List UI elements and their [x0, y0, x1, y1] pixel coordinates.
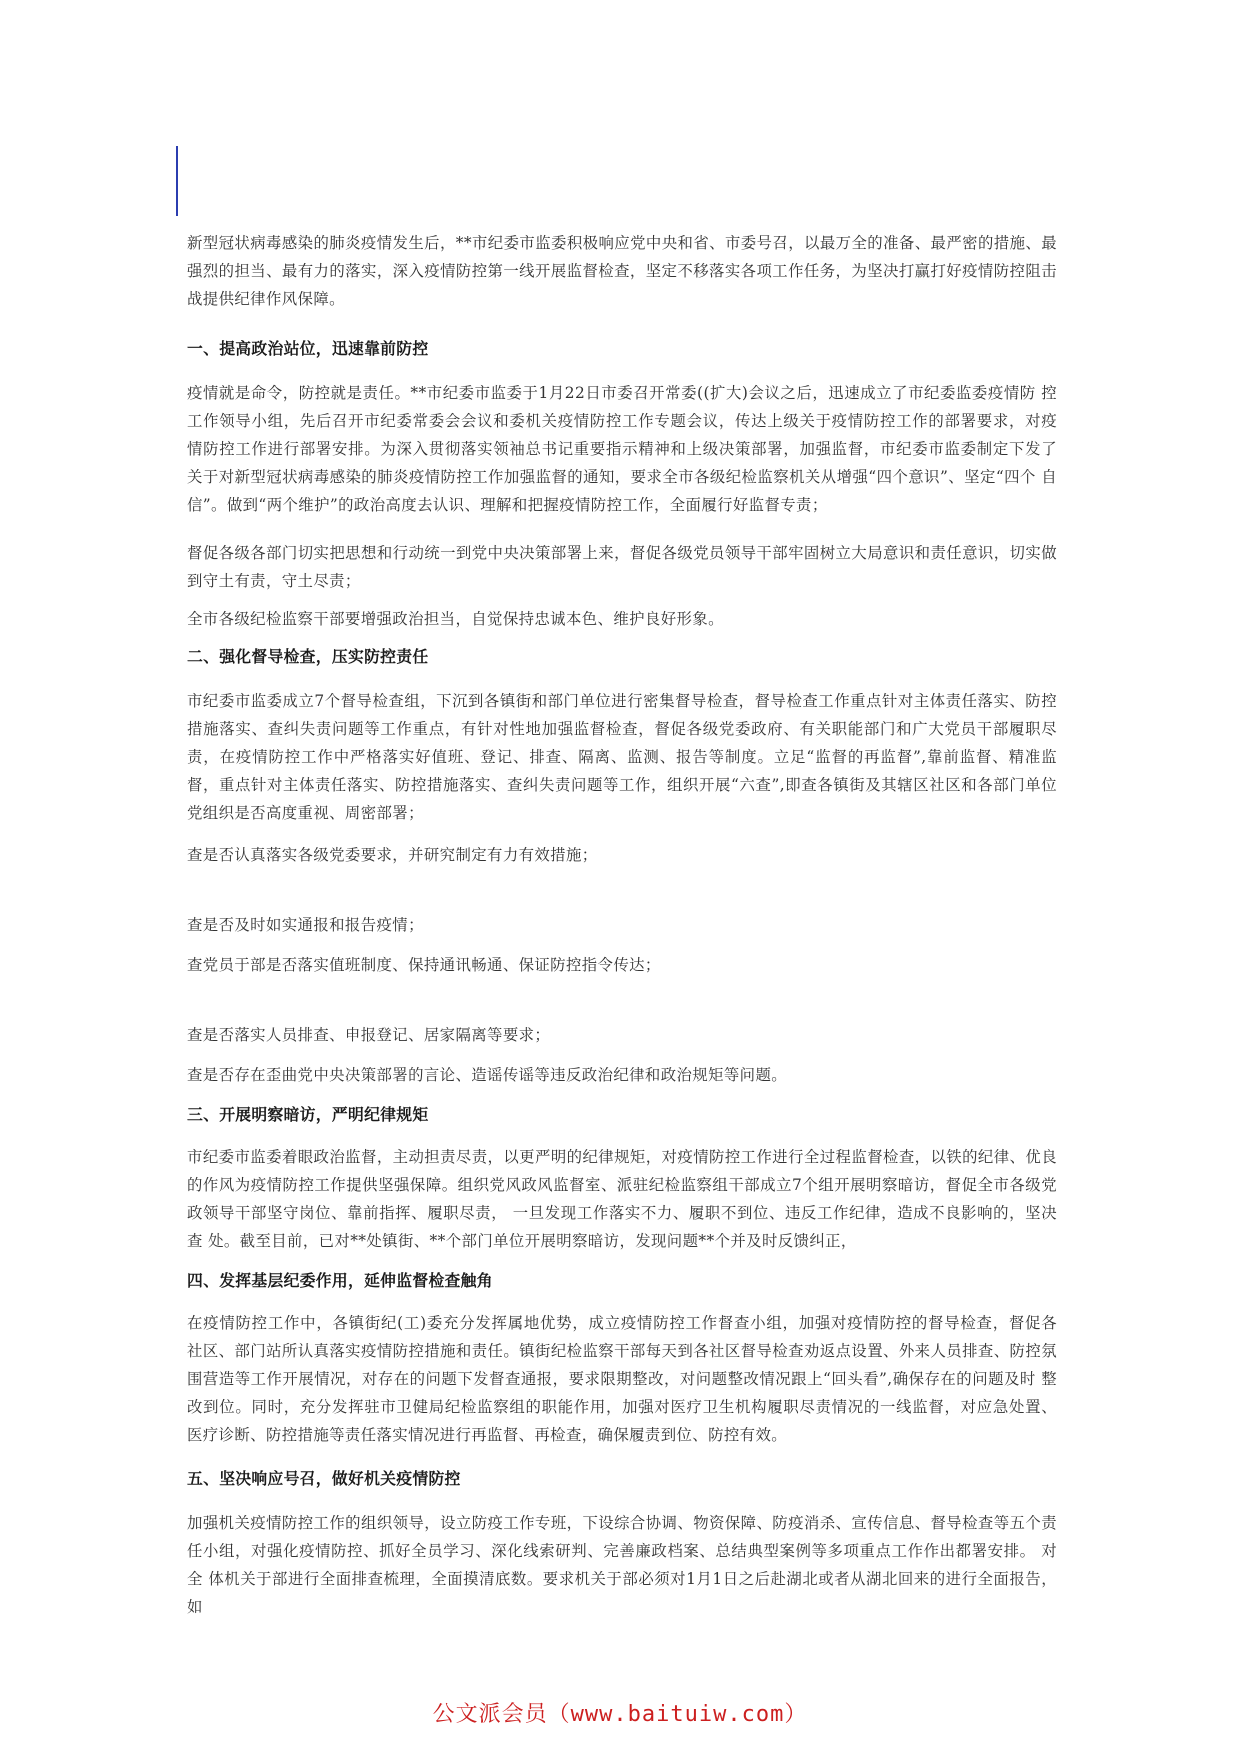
section-2-paragraph: 查党员于部是否落实值班制度、保持通讯畅通、保证防控指令传达； [187, 956, 661, 974]
section-4-heading: 四、发挥基层纪委作用，延伸监督检查触角 [187, 1271, 493, 1290]
section-3-heading: 三、开展明察暗访，严明纪律规矩 [187, 1105, 429, 1124]
section-1-paragraph: 疫情就是命令，防控就是责任。**市纪委市监委于1月22日市委召开常委((扩大)会议之后，迅速成立了市纪委监委疫情防 控工作领导小组，先后召开市纪委常委会会议和委机关疫情防控工作专题会议，传达上级关于疫情防控工作的部署要求，对疫 情防控工作进行部署安排。为深入贯彻落实领袖总书记重要指示精神和上级决策部署，加强监督，市纪委市监委制定下发了 关于对新型冠状病毒感染的肺炎疫情防控工作加强监督的通知，要求全市各级纪检监察机关从增强“四个意识”、坚定“四个 自信”。做到“两个维护”的政治高度去认识、理解和把握疫情防控工作，全面履行好监督专责； [187, 384, 1057, 514]
section-2-paragraph: 查是否存在歪曲党中央决策部署的言论、造谣传谣等违反政治纪律和政治规矩等问题。 [187, 1066, 788, 1084]
section-1-heading: 一、提高政治站位，迅速靠前防控 [187, 339, 429, 358]
text-cursor-marker [176, 146, 178, 216]
section-2-paragraph: 市纪委市监委成立7个督导检查组，下沉到各镇街和部门单位进行密集督导检查，督导检查工作重点针对主体责任落实、防控措施落实、查纠失责问题等工作重点，有针对性地加强监督检查，督促各级党委政府、有关职能部门和广大党员干部履职尽责，在疫情防控工作中严格落实好值班、登记、排查、隔离、监测、报告等制度。立足“监督的再监督”,靠前监督、精准监督，重点针对主体责任落实、防控措施落实、查纠失责问题等工作，组织开展“六查”,即查各镇街及其辖区社区和各部门单位党组织是否高度重视、周密部署； [187, 692, 1057, 822]
section-5-heading: 五、坚决响应号召，做好机关疫情防控 [187, 1469, 461, 1488]
section-2-heading: 二、强化督导检查，压实防控责任 [187, 647, 429, 666]
section-1-paragraph: 全市各级纪检监察干部要增强政治担当，自觉保持忠诚本色、维护良好形象。 [187, 610, 724, 628]
section-5-paragraph: 加强机关疫情防控工作的组织领导，设立防疫工作专班，下设综合协调、物资保障、防疫消杀、宣传信息、督导检查等五个责任小组，对强化疫情防控、抓好全员学习、深化线索研判、完善廉政档案、总结典型案例等多项重点工作作出都署安排。 对全 体机关于部进行全面排查梳理，全面摸清底数。要求机关于部必须对1月1日之后赴湖北或者从湖北回来的进行全面报告，如 [187, 1514, 1057, 1616]
section-4-paragraph: 在疫情防控工作中，各镇街纪(工)委充分发挥属地优势，成立疫情防控工作督查小组，加强对疫情防控的督导检查，督促各 社区、部门站所认真落实疫情防控措施和责任。镇街纪检监察干部每天到各社区督导检查劝返点设置、外来人员排查、防控氛 围营造等工作开展情况，对存在的问题下发督查通报，要求限期整改，对问题整改情况跟上“回头看”,确保存在的问题及时 整改到位。同时，充分发挥驻市卫健局纪检监察组的职能作用，加强对医疗卫生机构履职尽责情况的一线监督，对应急处置、 医疗诊断、防控措施等责任落实情况进行再监督、再检查，确保履责到位、防控有效。 [187, 1314, 1057, 1444]
document-body [187, 229, 1057, 1621]
footer-watermark: 公文派会员（www.baituiw.com） [432, 1702, 808, 1727]
section-2-paragraph: 查是否及时如实通报和报告疫情； [187, 916, 424, 934]
section-3-paragraph: 市纪委市监委着眼政治监督，主动担责尽责，以更严明的纪律规矩，对疫情防控工作进行全过程监督检查，以铁的纪律、优良 的作风为疫情防控工作提供坚强保障。组织党风政风监督室、派驻纪检监察组干部成立7个组开展明察暗访，督促全市各级党 政领导干部坚守岗位、靠前指挥、履职尽责， 一旦发现工作落实不力、履职不到位、违反工作纪律，造成不良影响的，坚决查 处。截至目前，已对**处镇街、**个部门单位开展明察暗访，发现问题**个并及时反馈纠正， [187, 1148, 1057, 1250]
section-2-paragraph: 查是否落实人员排查、申报登记、居家隔离等要求； [187, 1026, 551, 1044]
section-1-paragraph: 督促各级各部门切实把思想和行动统一到党中央决策部署上来，督促各级党员领导干部牢固树立大局意识和责任意识，切实做 到守土有责，守土尽责； [187, 544, 1057, 590]
intro-paragraph: 新型冠状病毒感染的肺炎疫情发生后，**市纪委市监委积极响应党中央和省、市委号召，以最万全的准备、最严密的措施、最 强烈的担当、最有力的落实，深入疫情防控第一线开展监督检查，坚定不移落实各项工作任务，为坚决打赢打好疫情防控阻击 战提供纪律作风保障。 [187, 234, 1057, 308]
section-2-paragraph: 查是否认真落实各级党委要求，并研究制定有力有效措施； [187, 846, 598, 864]
